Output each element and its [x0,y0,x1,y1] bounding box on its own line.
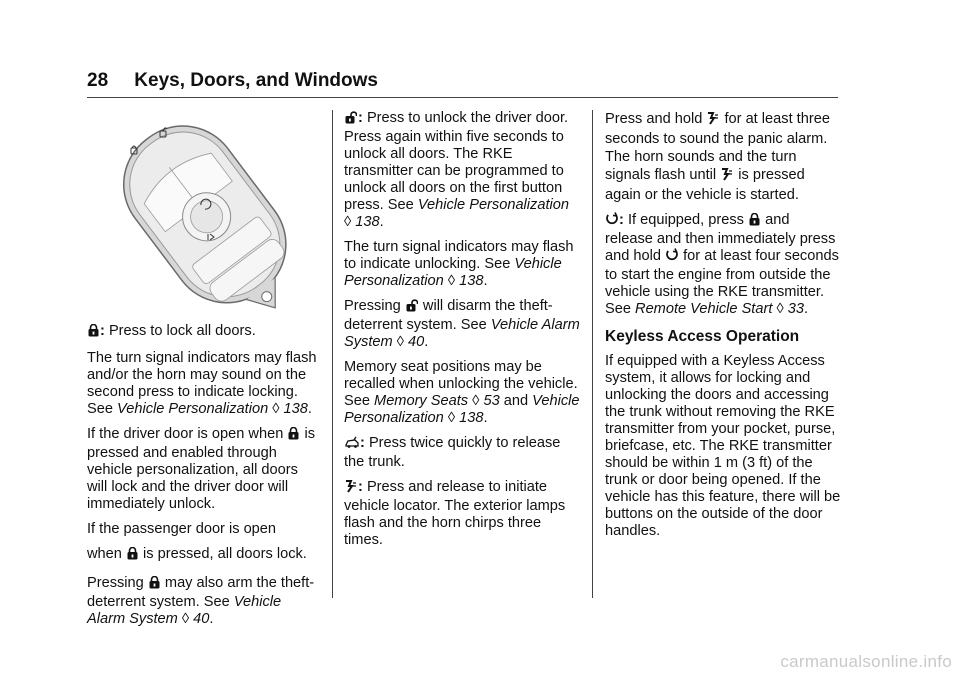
page-title: Keys, Doors, and Windows [134,70,378,91]
trunk-release-icon [345,436,359,454]
watermark: carmanualsonline.info [780,652,952,671]
lock-paragraph-5: when is pressed, all doors lock. [87,546,320,565]
keyless-access-paragraph: If equipped with a Keyless Access system, it allows for locking and unlocking the doors and accessing the trunk without removing the RKE transmitter from your pocket, purse, briefcase, etc. The RKE transmitter should be within 1 m (3 ft) of the trunk or door being opened. If the vehicle has this feature, there will be buttons on the outside of the door handles. [605,353,841,539]
trunk-button-description: : Press twice quickly to release the trunk. [344,435,561,470]
remote-start-description: : If equipped, press and release and then immediately press and hold for at least four seconds to start the engine from outside the vehicle using the RKE transmitter. See Remote Vehicle Start ◊ 33. [605,212,839,317]
column-divider [332,110,333,598]
link-vehicle-personalization[interactable]: Vehicle Personalization [417,197,569,213]
page-ref-symbol: ◊ [447,410,456,426]
section-heading: Keyless Access Operation [605,328,800,345]
page-ref[interactable]: 40 [193,611,210,627]
unlock-icon [406,299,418,317]
vehicle-locator-icon [707,112,719,130]
page-ref[interactable]: 138 [459,410,484,426]
page-ref-symbol: ◊ [447,273,456,289]
page-ref[interactable]: 53 [483,393,500,409]
page-ref[interactable]: 138 [459,273,484,289]
column-3 [605,110,841,548]
lock-button-description: : Press to lock all doors. [87,323,320,342]
page-ref[interactable]: 33 [787,301,804,317]
page-header [87,70,378,92]
unlock-button-description: : Press to unlock the driver door. Press again within five seconds to unlock all doors. The RKE transmitter can be programmed to unlock all doors on the first button press. See Vehicle Personalization ◊ 138. [344,110,569,230]
lock-paragraph-2: The turn signal indicators may flash and/or the horn may sound on the second press to indicate locking. See Vehicle Personalization ◊ 138. [87,350,317,417]
lock-icon [149,576,160,594]
lock-paragraph-4: If the passenger door is open [87,521,277,537]
link-vehicle-alarm-system[interactable]: Vehicle Alarm System [344,317,580,350]
locator-button-description: : Press and release to initiate vehicle locator. The exterior lamps flash and the horn chirps three times. [344,479,566,548]
lock-icon [127,547,138,565]
page-ref[interactable]: 40 [408,334,425,350]
link-memory-seats[interactable]: Memory Seats [374,393,469,409]
page-ref[interactable]: 138 [283,401,308,417]
page-ref[interactable]: 138 [355,214,380,230]
link-vehicle-personalization[interactable]: Vehicle Personalization [344,393,580,426]
key-fob-illustration [87,110,320,315]
unlock-paragraph-2: The turn signal indicators may flash to indicate unlocking. See Vehicle Personalization ◊ 138. [344,239,574,289]
column-divider [592,110,593,598]
column-1 [87,110,320,636]
page-ref-symbol: ◊ [396,334,404,350]
column-2 [344,110,584,557]
remote-start-icon [666,248,678,267]
link-remote-vehicle-start[interactable]: Remote Vehicle Start [635,301,773,317]
page-ref-symbol: ◊ [181,611,190,627]
page-ref-symbol: ◊ [472,393,480,409]
header-rule [87,97,838,98]
page-ref-symbol: ◊ [344,214,352,230]
vehicle-locator-icon [345,480,357,498]
remote-start-icon [606,212,618,231]
page-ref-symbol: ◊ [272,401,280,417]
lock-icon [88,324,99,342]
unlock-paragraph-4: Memory seat positions may be recalled when unlocking the vehicle. See Memory Seats ◊ 53 and Vehicle Personalization ◊ 138. [344,359,580,426]
link-vehicle-alarm-system[interactable]: Vehicle Alarm System [87,594,282,627]
link-vehicle-personalization[interactable]: Vehicle Personalization [117,401,269,417]
unlock-paragraph-3: Pressing will disarm the theft-deterrent system. See Vehicle Alarm System ◊ 40. [344,298,580,350]
lock-paragraph-6: Pressing may also arm the theft-deterrent system. See Vehicle Alarm System ◊ 40. [87,575,315,627]
unlock-icon [345,111,357,129]
lock-paragraph-3: If the driver door is open when is pressed and enabled through vehicle personalization, all doors will lock and the driver door will immediately unlock. [87,426,315,512]
page-number: 28 [87,70,109,91]
panic-paragraph: Press and hold for at least three seconds to sound the panic alarm. The horn sounds and the turn signals flash until is pressed again or the vehicle is started. [605,111,830,203]
lock-icon [749,213,760,231]
lock-icon [288,427,299,445]
link-vehicle-personalization[interactable]: Vehicle Personalization [344,256,562,289]
page-ref-symbol: ◊ [776,301,784,317]
vehicle-locator-icon [721,168,733,186]
